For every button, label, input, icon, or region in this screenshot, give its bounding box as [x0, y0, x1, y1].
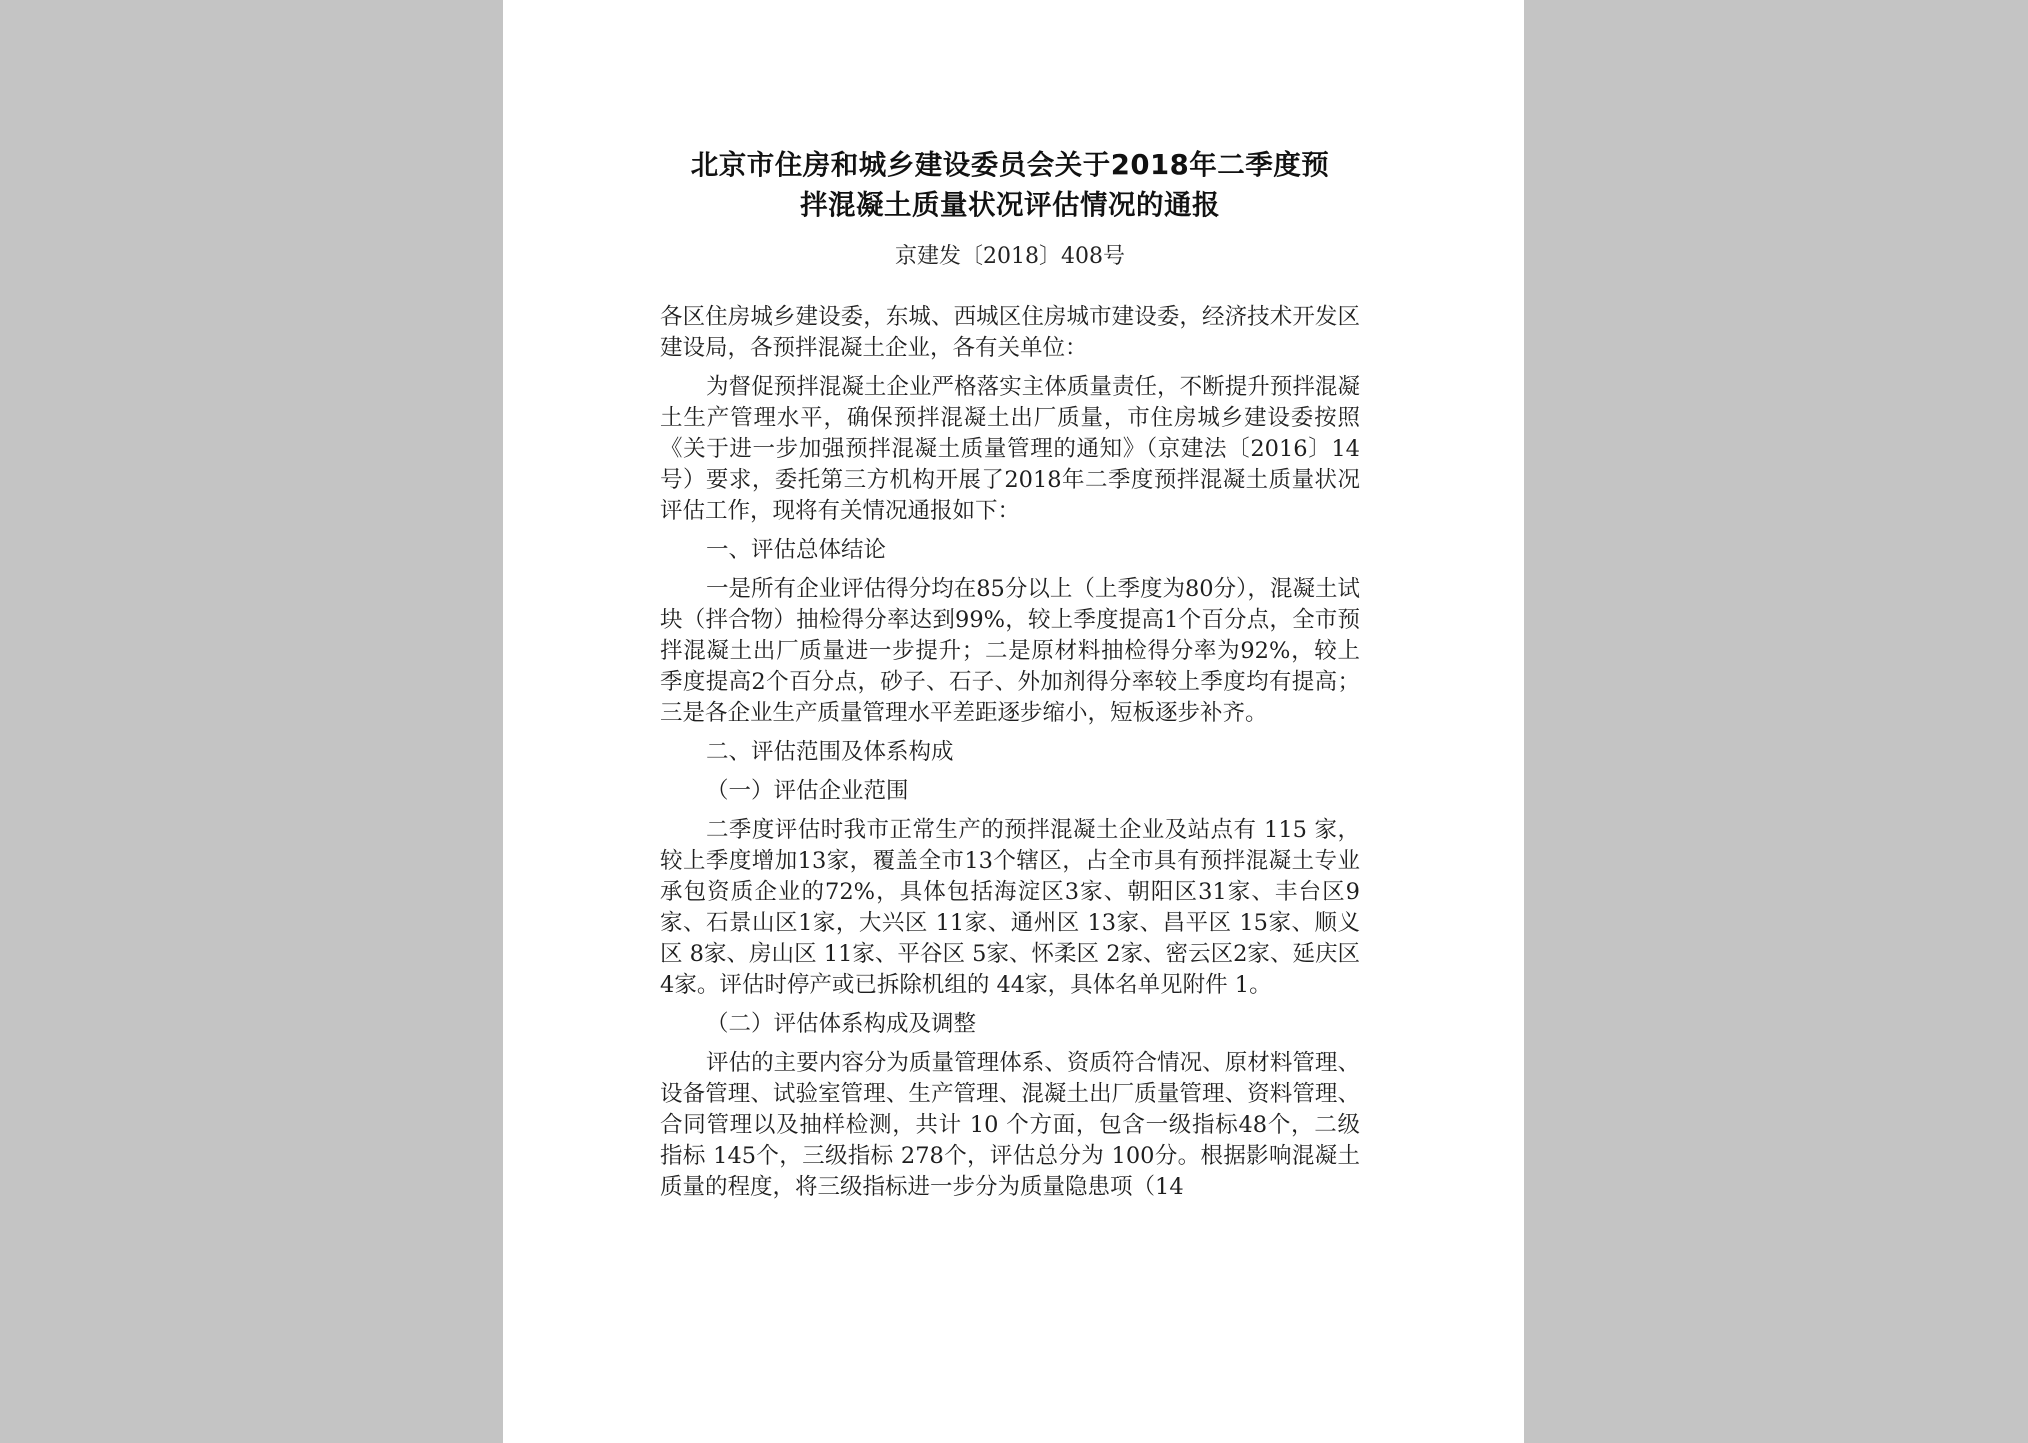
document-title	[660, 145, 1360, 225]
intro-paragraph: 为督促预拌混凝土企业严格落实主体质量责任，不断提升预拌混凝土生产管理水平，确保预拌混凝土出厂质量，市住房城乡建设委按照《关于进一步加强预拌混凝土质量管理的通知》（京建法〔2016〕14号）要求，委托第三方机构开展了2018年二季度预拌混凝土质量状况评估工作，现将有关情况通报如下：	[660, 374, 1360, 524]
subsection-1-heading: （一）评估企业范围	[706, 778, 909, 804]
subsection-1-text: 二季度评估时我市正常生产的预拌混凝土企业及站点有 115 家，较上季度增加13家，覆盖全市13个辖区，占全市具有预拌混凝土专业承包资质企业的72%，具体包括海淀区3家、朝阳区31家、丰台区9家、石景山区1家，大兴区 11家、通州区 13家、昌平区 15家、顺义区 8家、房山区 11家、平谷区 5家、怀柔区 2家、密云区2家、延庆区 4家。评估时停产或已拆除机组的 44家，具体名单见附件 1。	[660, 817, 1360, 998]
section-1-heading: 一、评估总体结论	[706, 537, 887, 563]
subsection-2-text: 评估的主要内容分为质量管理体系、资质符合情况、原材料管理、设备管理、试验室管理、生产管理、混凝土出厂质量管理、资料管理、合同管理以及抽样检测，共计 10 个方面，包含一级指标48个，二级指标 145个，三级指标 278个，评估总分为 100分。根据影响混凝土质量的程度，将三级指标进一步分为质量隐患项（14	[660, 1050, 1360, 1200]
page-content	[660, 145, 1360, 1211]
document-number: 京建发〔2018〕408号	[895, 244, 1125, 269]
section-1-text: 一是所有企业评估得分均在85分以上（上季度为80分），混凝土试块（拌合物）抽检得分率达到99%，较上季度提高1个百分点，全市预拌混凝土出厂质量进一步提升；二是原材料抽检得分率为92%，较上季度提高2个百分点，砂子、石子、外加剂得分率较上季度均有提高；三是各企业生产质量管理水平差距逐步缩小，短板逐步补齐。	[660, 576, 1360, 726]
section-2-heading: 二、评估范围及体系构成	[706, 739, 954, 765]
title-line-1: 北京市住房和城乡建设委员会关于2018年二季度预	[690, 149, 1330, 181]
document-page	[503, 0, 1524, 1443]
subsection-2-heading: （二）评估体系构成及调整	[706, 1011, 977, 1037]
salutation: 各区住房城乡建设委，东城、西城区住房城市建设委，经济技术开发区建设局，各预拌混凝土企业，各有关单位：	[660, 304, 1360, 361]
title-line-2: 拌混凝土质量状况评估情况的通报	[800, 189, 1220, 221]
